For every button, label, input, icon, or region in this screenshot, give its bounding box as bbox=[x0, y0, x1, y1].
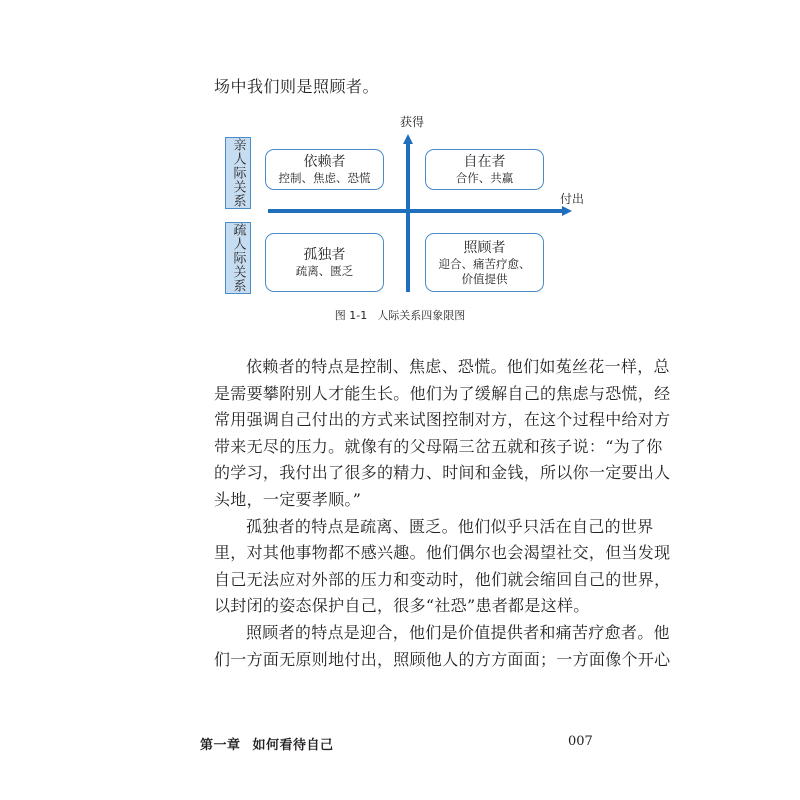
quadrant-desc: 价值提供 bbox=[461, 271, 508, 286]
paragraph-line: 头地，一定要孝顺。” bbox=[214, 489, 362, 509]
chapter-title: 如何看待自己 bbox=[252, 738, 334, 753]
running-footer-chapter bbox=[200, 734, 334, 753]
quadrant-title: 自在者 bbox=[463, 154, 506, 170]
quadrant-figure bbox=[0, 0, 800, 330]
quadrant-dependent bbox=[265, 149, 384, 190]
paragraph-line: 照顾者的特点是迎合，他们是价值提供者和痛苦疗愈者。他 bbox=[246, 622, 670, 642]
page-number: 007 bbox=[568, 734, 593, 749]
side-label-distant-relations: 疏人际关系 bbox=[225, 222, 251, 294]
paragraph-line: 孤独者的特点是疏离、匮乏。他们似乎只活在自己的世界 bbox=[246, 516, 654, 536]
quadrant-desc: 迎合、痛苦疗愈、 bbox=[438, 256, 531, 271]
quadrant-desc: 合作、共赢 bbox=[455, 171, 514, 185]
axes-svg bbox=[0, 0, 800, 330]
quadrant-free bbox=[425, 149, 544, 190]
intro-text: 场中我们则是照顾者。 bbox=[214, 77, 380, 96]
paragraph-line: 的学习，我付出了很多的精力、时间和金钱，所以你一定要出人 bbox=[214, 463, 671, 483]
quadrant-title: 照顾者 bbox=[463, 239, 506, 256]
paragraph-line: 常用强调自己付出的方式来试图控制对方，在这个过程中给对方 bbox=[214, 410, 671, 430]
x-axis-label: 付出 bbox=[560, 192, 585, 206]
quadrant-desc: 控制、焦虑、恐慌 bbox=[278, 171, 371, 185]
paragraph-line: 们一方面无原则地付出，照顾他人的方方面面；一方面像个开心 bbox=[214, 649, 671, 669]
quadrant-title: 孤独者 bbox=[303, 247, 346, 263]
side-label-close-relations: 亲人际关系 bbox=[225, 137, 251, 209]
figure-caption bbox=[0, 307, 800, 323]
caption-number: 图 1-1 bbox=[334, 309, 368, 322]
quadrant-caregiver bbox=[425, 233, 544, 292]
chapter-number: 第一章 bbox=[200, 738, 241, 753]
paragraph-line: 以封闭的姿态保护自己，很多“社恐”患者都是这样。 bbox=[214, 596, 590, 616]
paragraph-line: 带来无尽的压力。就像有的父母隔三岔五就和孩子说：“为了你 bbox=[214, 436, 663, 456]
paragraph-line: 自己无法应对外部的压力和变动时，他们就会缩回自己的世界， bbox=[214, 569, 671, 589]
paragraph-line: 里，对其他事物都不感兴趣。他们偶尔也会渴望社交，但当发现 bbox=[214, 543, 671, 563]
quadrant-lonely bbox=[265, 233, 384, 292]
y-axis-label: 获得 bbox=[400, 115, 425, 129]
paragraph-line: 依赖者的特点是控制、焦虑、恐慌。他们如菟丝花一样，总 bbox=[246, 357, 670, 376]
quadrant-title: 依赖者 bbox=[303, 154, 346, 170]
body-text bbox=[214, 354, 671, 673]
caption-text: 人际关系四象限图 bbox=[377, 309, 466, 322]
quadrant-desc: 疏离、匮乏 bbox=[295, 264, 354, 278]
paragraph-line: 是需要攀附别人才能生长。他们为了缓解自己的焦虑与恐慌，经 bbox=[214, 383, 671, 403]
